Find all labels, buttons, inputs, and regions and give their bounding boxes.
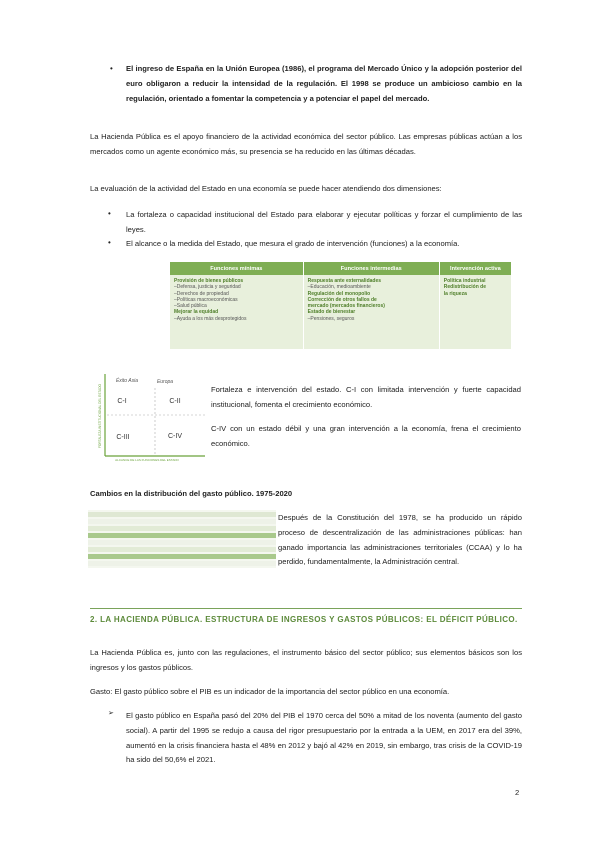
table-line: –Salud pública xyxy=(174,303,207,310)
table-line: –Derechos de propiedad xyxy=(174,290,229,297)
arrow-bullet-icon: ➢ xyxy=(108,710,114,717)
table-line: Regulación del monopolio xyxy=(307,290,371,297)
table-header: Intervención activa xyxy=(439,262,511,275)
bullet-dot: • xyxy=(108,238,111,247)
top-right-note: Europa xyxy=(156,379,174,385)
paragraph-evaluacion: La evaluación de la actividad del Estado en una economía se puede hacer atendiendo dos dimensiones: xyxy=(90,184,442,193)
table-cell-intermedias xyxy=(303,275,439,349)
table-line: Redistribución de xyxy=(443,284,487,291)
table-line: –Defensa, justicia y seguridad xyxy=(174,284,241,291)
quadrant-c1: C-I xyxy=(117,398,127,405)
section-heading: 2. LA HACIENDA PÚBLICA. ESTRUCTURA DE INGRESOS Y GASTOS PÚBLICOS: EL DÉFICIT PÚBLICO. xyxy=(90,615,518,624)
table-line: –Educación, medioambiente xyxy=(307,284,371,291)
table-line: mercado (mercados financieros) xyxy=(307,303,385,310)
table-line: –Pensiones, seguros xyxy=(307,315,355,322)
bullet-dot: • xyxy=(108,209,111,218)
top-left-note: Éxito Asia xyxy=(115,378,139,384)
table-line: –Políticas macroeconómicas xyxy=(174,296,238,303)
quadrant-c3: C-III xyxy=(116,434,130,441)
table-line: Corrección de otros fallos de xyxy=(307,296,377,303)
paragraph-hacienda: La Hacienda Pública es el apoyo financiero de la actividad económica del sector público. Las empresas públicas actúan a los mercados como un agente económico más, su presencia se ha reducido en las últimas décadas. xyxy=(90,132,522,156)
intro-bullet-text: El ingreso de España en la Unión Europea (1986), el programa del Mercado Único y la adopción posterior del euro obligaron a reducir la intensidad de la regulación. El 1998 se produce un ambicioso cambio en la regulación, orientado a fomentar la competencia y a potenciar el papel del mercado. xyxy=(126,64,522,103)
changes-text: Después de la Constitución del 1978, se ha producido un rápido proceso de descentralización de las administraciones públicas: han ganado importancia las administraciones territoriales (CCAA) y lo ha perdido, fundamentalmente, la Administración central. xyxy=(278,513,522,567)
section-divider xyxy=(90,608,522,609)
table-line: –Ayuda a los más desprotegidos xyxy=(174,315,247,322)
table-line: Estado de bienestar xyxy=(307,309,356,316)
page-number: 2 xyxy=(515,788,520,797)
quadrant-c4: C-IV xyxy=(168,433,182,440)
dimension-bullet-1: La fortaleza o capacidad institucional del Estado para elaborar y ejecutar políticas y forzar el cumplimiento de las leyes. xyxy=(126,210,522,234)
table-line: Mejorar la equidad xyxy=(174,309,219,316)
table-cell-activa xyxy=(439,275,511,349)
table-line: la riqueza xyxy=(443,290,467,297)
quadrant-c2: C-II xyxy=(169,398,181,405)
quadrant-text-1: Fortaleza e intervención del estado. C-I con limitada intervención y fuerte capacidad institucional, fomenta el crecimiento económico. xyxy=(211,385,521,409)
changes-title: Cambios en la distribución del gasto público. 1975-2020 xyxy=(90,489,293,498)
table-header: Funciones mínimas xyxy=(170,262,303,275)
table-line: Política industrial xyxy=(443,278,486,284)
bullet-dot: • xyxy=(110,64,113,73)
table-cell-minimas xyxy=(170,275,303,349)
gasto-bullet: El gasto público en España pasó del 20% del PIB el 1970 cerca del 50% a mitad de los noventa (aumento del gasto social). A partir del 1995 se redujo a causa del rigor presupuestario por la entrada a la UEM, en 2017 era del 39%, aumentó en la crisis financiera hasta el 48% en 2012 y bajó al 42% en 2019, sin embargo, tras crisis de la COVID-19 ha sido del 50,6% el 2021. xyxy=(126,711,522,765)
dimension-bullet-2: El alcance o la medida del Estado, que mesura el grado de intervención (funciones) a la economía. xyxy=(126,239,460,248)
quadrant-text-2: C-IV con un estado débil y una gran intervención a la economía, frena el crecimiento económico. xyxy=(211,424,521,448)
x-axis-label: ALCANCE DE LAS FUNCIONES DEL ESTADO xyxy=(115,458,179,462)
paragraph-hacienda-publica: La Hacienda Pública es, junto con las regulaciones, el instrumento básico del sector público; sus elementos básicos son los ingresos y los gastos públicos. xyxy=(90,648,522,672)
table-line: Provisión de bienes públicos xyxy=(174,278,244,284)
y-axis-label: FORTALEZA INSTITUCIONAL DEL ESTADO xyxy=(98,383,102,449)
table-header: Funciones intermedias xyxy=(303,262,439,275)
quadrant-diagram xyxy=(97,372,207,462)
spending-distribution-table-image xyxy=(88,510,276,568)
functions-table xyxy=(170,262,512,349)
paragraph-gasto: Gasto: El gasto público sobre el PIB es un indicador de la importancia del sector público en una economía. xyxy=(90,687,450,696)
table-line: Respuesta ante externalidades xyxy=(307,278,382,284)
